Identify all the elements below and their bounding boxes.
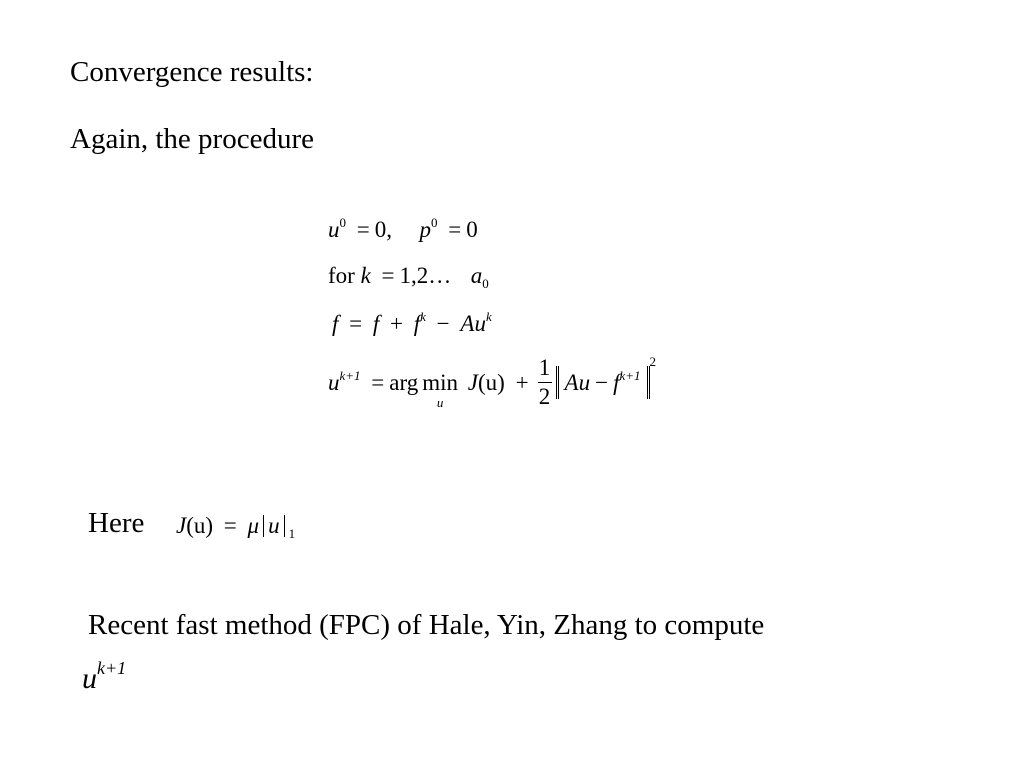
arg-word: arg (389, 370, 419, 396)
p-sup: 0 (430, 215, 438, 230)
eq-sign: = (356, 217, 370, 242)
one-half-fraction (538, 356, 552, 409)
minus-sign: − (436, 311, 450, 336)
fk-sup: k (420, 309, 426, 324)
auk-sup: k (485, 309, 492, 324)
algorithm-init-line (328, 215, 478, 242)
f-term: f (372, 311, 380, 336)
u-var: u (82, 662, 97, 695)
j-functional: J (176, 513, 187, 538)
min-operator (422, 371, 458, 409)
eq-sign: = (381, 263, 395, 288)
residual-norm (556, 366, 650, 399)
algorithm-f-update-line (332, 309, 492, 336)
f-k1-sup: k+1 (619, 367, 641, 383)
u-var: u (268, 513, 280, 538)
j-arg: (u) (477, 370, 505, 396)
abs-bar-left (263, 515, 264, 537)
u-value: 0, (374, 217, 392, 242)
for-keyword: for (328, 263, 355, 288)
auk-term: Au (460, 311, 486, 336)
u-lhs: u (328, 370, 340, 396)
intro-text: Again, the procedure (70, 123, 314, 155)
f-lhs: f (332, 311, 339, 336)
min-word: min (422, 369, 459, 395)
norm-square-sup: 2 (649, 353, 657, 369)
loop-range: 1,2… (399, 263, 452, 288)
f-k1-term: f (613, 369, 620, 395)
j-functional: J (467, 370, 478, 396)
j-arg: (u) (186, 513, 214, 538)
fraction-denominator: 2 (538, 384, 551, 410)
fraction-numerator: 1 (538, 355, 551, 380)
eq-sign: = (371, 370, 385, 396)
u-sup: k+1 (97, 658, 127, 678)
plus-sign: + (390, 311, 403, 336)
fraction-bar (538, 382, 552, 383)
algorithm-loop-line (328, 263, 489, 291)
au-term: Au (564, 369, 591, 395)
fpc-note: Recent fast method (FPC) of Hale, Yin, Zhang to compute (88, 609, 765, 641)
minus-sign: − (595, 369, 609, 395)
u-lhs-sup: k+1 (339, 368, 361, 384)
eq-sign: = (223, 513, 237, 538)
p-value: 0 (466, 217, 478, 242)
p-var: p (419, 217, 431, 242)
heading: Convergence results: (70, 56, 314, 88)
plus-sign: + (515, 370, 529, 396)
mu-symbol: μ (247, 513, 260, 538)
j-definition (176, 513, 296, 541)
u-sup: 0 (339, 215, 346, 230)
fk-term: f (413, 311, 421, 336)
final-u-k1 (82, 658, 127, 695)
abs-bar-right (284, 515, 285, 537)
a-sub: 0 (482, 276, 489, 291)
min-subscript: u (436, 394, 444, 410)
eq-sign: = (448, 217, 462, 242)
here-label: Here (88, 507, 145, 539)
a-var: a (470, 263, 483, 288)
k-var: k (360, 263, 371, 288)
u-var: u (328, 217, 340, 242)
algorithm-u-update-line (328, 353, 657, 410)
norm-one-sub: 1 (288, 526, 296, 541)
eq-sign: = (349, 311, 363, 336)
